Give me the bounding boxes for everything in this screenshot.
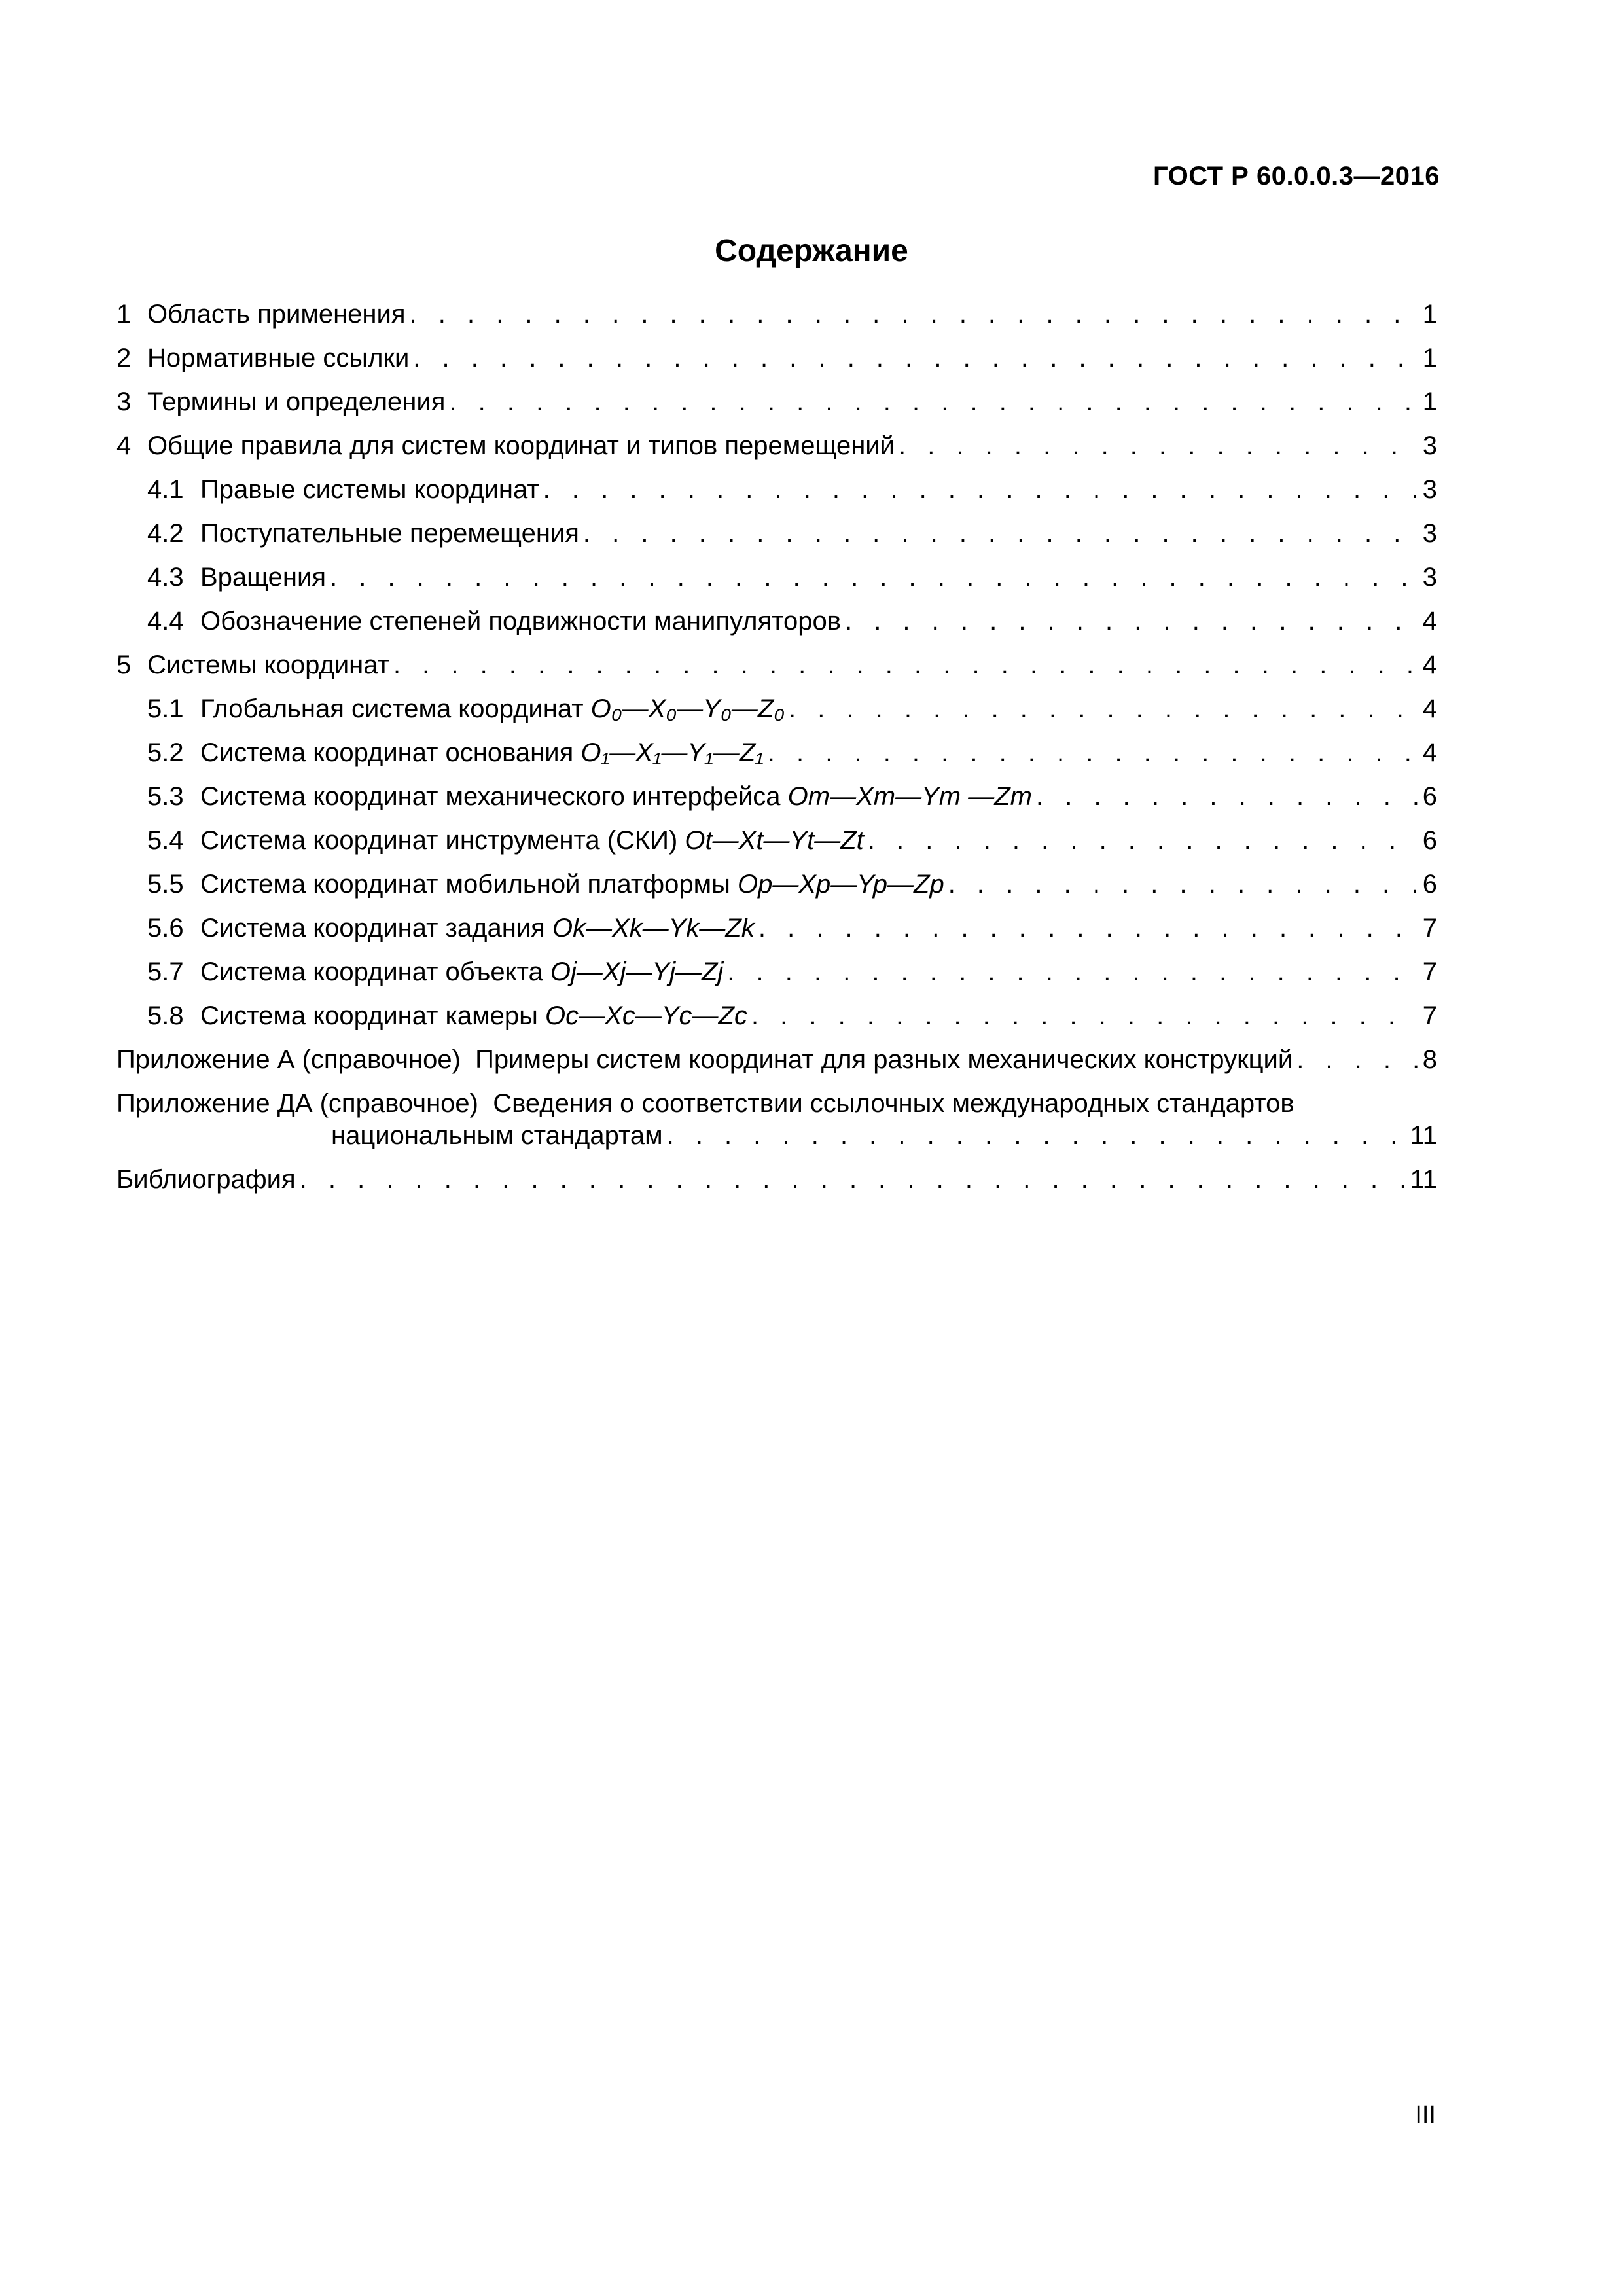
toc-entry-page: 1	[1422, 300, 1437, 329]
toc-dot-leader	[330, 562, 1419, 594]
toc-entry-1[interactable]	[116, 298, 1437, 342]
toc-entry-5-4[interactable]	[116, 825, 1437, 869]
toc-title: Содержание	[715, 234, 908, 268]
toc-entry-number: 5.8	[147, 1001, 184, 1030]
toc-entry-number: 5.6	[147, 914, 184, 942]
toc-entry-title-wrap	[200, 737, 764, 769]
toc-dot-leader	[413, 342, 1418, 374]
toc-entry-4-4[interactable]	[116, 605, 1437, 649]
toc-entry-page: 7	[1422, 958, 1437, 986]
toc-entry-page: 3	[1422, 431, 1437, 460]
toc-bibliography[interactable]	[116, 1164, 1437, 1208]
table-of-contents	[116, 298, 1437, 1208]
toc-entry-5-2[interactable]	[116, 737, 1437, 781]
toc-entry-5[interactable]	[116, 649, 1437, 693]
toc-entry-number: 5.7	[147, 958, 184, 986]
toc-dot-leader	[583, 518, 1419, 550]
toc-entry-page: 6	[1422, 782, 1437, 811]
toc-entry-title: Нормативные ссылки	[147, 344, 410, 372]
toc-entry-title-wrap	[200, 693, 785, 725]
coordinate-formula: Oc—Xc—Yc—Zc	[545, 1001, 747, 1030]
toc-appendix-da-line2	[116, 1120, 1437, 1164]
toc-entry-page: 8	[1422, 1045, 1437, 1074]
toc-appendix-wrap	[116, 1044, 1293, 1076]
toc-dot-leader	[1296, 1044, 1419, 1076]
toc-dot-leader	[789, 693, 1419, 725]
toc-entry-title: Система координат инструмента (СКИ)	[200, 826, 678, 855]
toc-entry-page: 11	[1410, 1165, 1437, 1194]
toc-entry-4-2[interactable]	[116, 518, 1437, 562]
toc-entry-title: Вращения	[200, 563, 326, 592]
coordinate-formula: Oj—Xj—Yj—Zj	[550, 958, 724, 986]
toc-entry-title: Библиография	[116, 1165, 296, 1194]
toc-entry-title: Правые системы координат	[200, 475, 539, 504]
toc-entry-number: 4	[116, 431, 132, 460]
toc-entry-title-wrap	[200, 956, 723, 988]
toc-entry-title-wrap	[200, 912, 755, 944]
toc-entry-title: Система координат механического интерфейса	[200, 782, 781, 811]
toc-dot-leader	[751, 1000, 1419, 1032]
coordinate-formula: Ot—Xt—Yt—Zt	[685, 826, 864, 855]
toc-entry-2[interactable]	[116, 342, 1437, 386]
toc-appendix-da-line1	[116, 1088, 1437, 1120]
toc-dot-leader	[393, 649, 1419, 681]
toc-entry-title-wrap	[200, 825, 864, 857]
toc-entry-title-wrap	[200, 781, 1032, 813]
page-number: III	[1415, 2101, 1436, 2128]
toc-entry-title: Область применения	[147, 300, 406, 329]
toc-entry-title-wrap	[200, 1000, 747, 1032]
toc-appendix-da[interactable]	[116, 1088, 1437, 1164]
coordinate-formula: Om—Xm—Ym —Zm	[787, 782, 1032, 811]
toc-entry-number: 5.4	[147, 826, 184, 855]
toc-entry-page: 1	[1422, 387, 1437, 416]
document-code: ГОСТ Р 60.0.0.3—2016	[1152, 162, 1440, 190]
appendix-title-line2: национальным стандартам	[331, 1121, 663, 1150]
toc-entry-title-wrap	[200, 869, 944, 901]
toc-entry-number: 5	[116, 651, 132, 679]
toc-entry-page: 4	[1422, 651, 1437, 679]
toc-entry-title: Поступательные перемещения	[200, 519, 579, 548]
toc-entry-number: 4.1	[147, 475, 184, 504]
toc-entry-4-1[interactable]	[116, 474, 1437, 518]
toc-entry-number: 5.1	[147, 694, 184, 723]
appendix-label: Приложение А (справочное)	[116, 1045, 461, 1074]
toc-entry-title: Система координат основания	[200, 738, 574, 767]
toc-entry-title: Системы координат	[147, 651, 389, 679]
toc-entry-title: Глобальная система координат	[200, 694, 584, 723]
toc-entry-title: Термины и определения	[147, 387, 446, 416]
toc-entry-page: 7	[1422, 914, 1437, 942]
toc-dot-leader	[300, 1164, 1406, 1196]
toc-appendix-a[interactable]	[116, 1044, 1437, 1088]
toc-dot-leader	[727, 956, 1418, 988]
toc-entry-page: 6	[1422, 870, 1437, 899]
toc-entry-number: 4.3	[147, 563, 184, 592]
coordinate-formula: O₁—X₁—Y₁—Z₁	[580, 738, 764, 767]
toc-entry-title: Общие правила для систем координат и типов перемещений	[147, 431, 895, 460]
toc-dot-leader	[543, 474, 1419, 506]
toc-entry-page: 4	[1422, 607, 1437, 636]
toc-entry-4-3[interactable]	[116, 562, 1437, 605]
appendix-label: Приложение ДА (справочное)	[116, 1089, 478, 1118]
toc-entry-page: 7	[1422, 1001, 1437, 1030]
appendix-title: Примеры систем координат для разных механических конструкций	[475, 1045, 1293, 1074]
toc-entry-page: 4	[1422, 738, 1437, 767]
toc-dot-leader	[868, 825, 1419, 857]
toc-entry-number: 4.2	[147, 519, 184, 548]
toc-entry-5-3[interactable]	[116, 781, 1437, 825]
toc-dot-leader	[410, 298, 1419, 331]
toc-entry-number: 5.5	[147, 870, 184, 899]
toc-entry-5-6[interactable]	[116, 912, 1437, 956]
toc-entry-5-8[interactable]	[116, 1000, 1437, 1044]
toc-dot-leader	[449, 386, 1418, 418]
toc-entry-3[interactable]	[116, 386, 1437, 430]
toc-entry-title: Обозначение степеней подвижности манипуляторов	[200, 607, 841, 636]
toc-entry-title: Система координат задания	[200, 914, 545, 942]
toc-dot-leader	[845, 605, 1419, 637]
coordinate-formula: O₀—X₀—Y₀—Z₀	[590, 694, 785, 723]
toc-entry-page: 3	[1422, 475, 1437, 504]
toc-entry-5-7[interactable]	[116, 956, 1437, 1000]
toc-entry-page: 11	[1410, 1121, 1437, 1150]
toc-entry-number: 3	[116, 387, 132, 416]
toc-entry-title: Система координат камеры	[200, 1001, 538, 1030]
toc-entry-page: 6	[1422, 826, 1437, 855]
toc-entry-4[interactable]	[116, 430, 1437, 474]
toc-entry-page: 3	[1422, 519, 1437, 548]
toc-dot-leader	[1036, 781, 1419, 813]
toc-entry-page: 1	[1422, 344, 1437, 372]
toc-entry-title: Система координат мобильной платформы	[200, 870, 730, 899]
toc-dot-leader	[758, 912, 1419, 944]
coordinate-formula: Ok—Xk—Yk—Zk	[552, 914, 755, 942]
toc-entry-title: Система координат объекта	[200, 958, 543, 986]
appendix-title-line1: Сведения о соответствии ссылочных международных стандартов	[493, 1089, 1294, 1118]
toc-entry-5-5[interactable]	[116, 869, 1437, 912]
toc-entry-5-1[interactable]	[116, 693, 1437, 737]
toc-dot-leader	[948, 869, 1419, 901]
toc-entry-number: 5.3	[147, 782, 184, 811]
toc-entry-page: 4	[1422, 694, 1437, 723]
toc-entry-page: 3	[1422, 563, 1437, 592]
toc-entry-number: 5.2	[147, 738, 184, 767]
toc-dot-leader	[768, 737, 1419, 769]
toc-entry-number: 1	[116, 300, 132, 329]
toc-entry-number: 4.4	[147, 607, 184, 636]
coordinate-formula: Op—Xp—Yp—Zp	[738, 870, 944, 899]
toc-dot-leader	[899, 430, 1419, 462]
toc-entry-number: 2	[116, 344, 132, 372]
toc-dot-leader	[667, 1120, 1406, 1152]
